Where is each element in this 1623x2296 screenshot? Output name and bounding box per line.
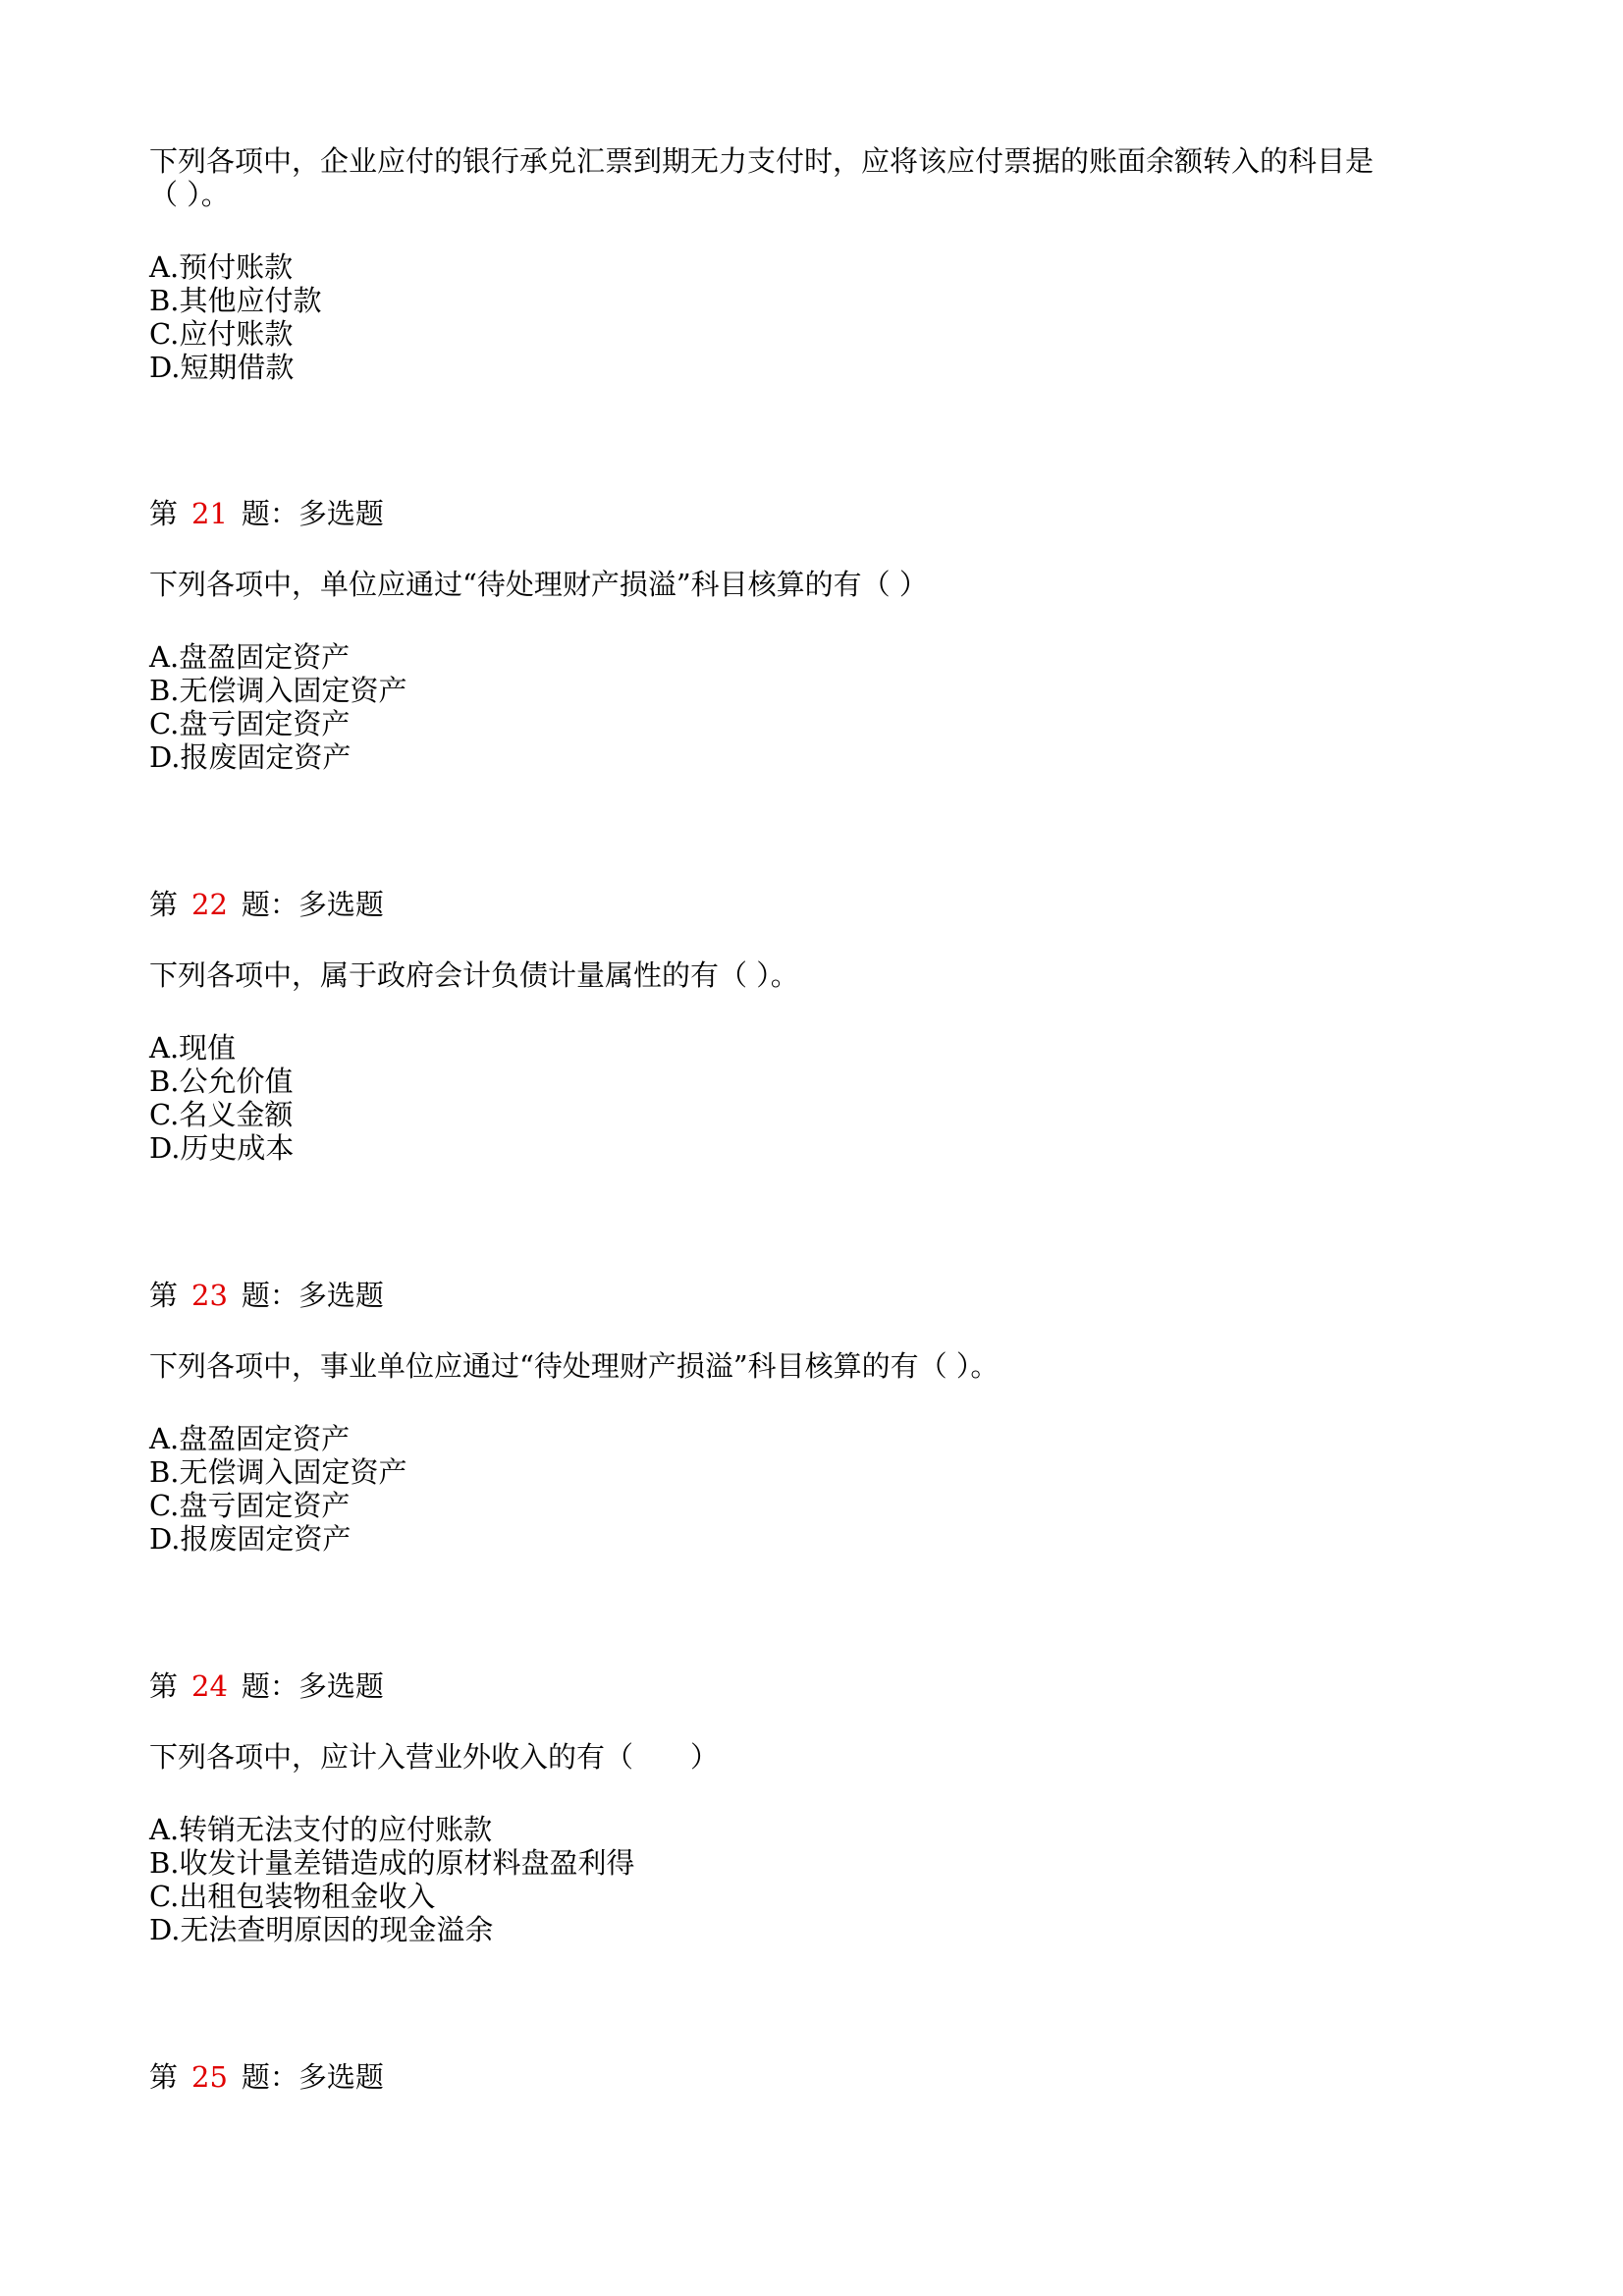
- question-prefix: 第: [149, 2060, 179, 2094]
- option-a: A.盘盈固定资产: [149, 640, 351, 674]
- option-b: B.无偿调入固定资产: [149, 674, 407, 707]
- option-c: C.出租包装物租金收入: [149, 1880, 436, 1913]
- question-stem: 下列各项中，属于政府会计负债计量属性的有（ ）。: [149, 958, 799, 992]
- question-stem: 下列各项中，企业应付的银行承兑汇票到期无力支付时，应将该应付票据的账面余额转入的科目是: [149, 144, 1375, 178]
- question-header: [149, 888, 384, 921]
- question-prefix: 第: [149, 1669, 179, 1703]
- question-stem: 下列各项中，应计入营业外收入的有（ ）: [149, 1740, 720, 1774]
- question-number: 24: [191, 1669, 228, 1703]
- option-b: B.公允价值: [149, 1065, 294, 1098]
- question-stem: 下列各项中，事业单位应通过“待处理财产损溢”科目核算的有（ ）。: [149, 1349, 1000, 1383]
- option-a: A.预付账款: [149, 250, 294, 284]
- option-b: B.无偿调入固定资产: [149, 1455, 407, 1489]
- question-number: 23: [191, 1279, 228, 1312]
- question-stem: 下列各项中，单位应通过“待处理财产损溢”科目核算的有（ ）: [149, 568, 928, 601]
- question-type: 题：多选题: [241, 888, 384, 921]
- option-d: D.历史成本: [149, 1131, 295, 1165]
- option-a: A.盘盈固定资产: [149, 1422, 351, 1455]
- question-number: 21: [191, 497, 228, 530]
- option-a: A.转销无法支付的应付账款: [149, 1813, 493, 1846]
- option-d: D.短期借款: [149, 351, 295, 384]
- question-type: 题：多选题: [241, 497, 384, 530]
- option-b: B.收发计量差错造成的原材料盘盈利得: [149, 1846, 635, 1880]
- option-c: C.盘亏固定资产: [149, 707, 351, 740]
- question-number: 22: [191, 888, 228, 921]
- option-c: C.应付账款: [149, 317, 294, 351]
- question-header: [149, 497, 384, 530]
- option-c: C.盘亏固定资产: [149, 1489, 351, 1522]
- question-header: [149, 2060, 384, 2094]
- question-header: [149, 1279, 384, 1312]
- option-c: C.名义金额: [149, 1098, 294, 1131]
- document-page: [149, 0, 1543, 2296]
- question-type: 题：多选题: [241, 2060, 384, 2094]
- question-header: [149, 1669, 384, 1703]
- option-d: D.报废固定资产: [149, 740, 352, 774]
- option-d: D.无法查明原因的现金溢余: [149, 1913, 494, 1946]
- question-type: 题：多选题: [241, 1279, 384, 1312]
- question-prefix: 第: [149, 1279, 179, 1312]
- option-a: A.现值: [149, 1031, 237, 1065]
- question-stem: （ ）。: [149, 178, 230, 211]
- question-prefix: 第: [149, 888, 179, 921]
- question-prefix: 第: [149, 497, 179, 530]
- question-type: 题：多选题: [241, 1669, 384, 1703]
- question-number: 25: [191, 2060, 228, 2094]
- option-d: D.报废固定资产: [149, 1522, 352, 1556]
- option-b: B.其他应付款: [149, 284, 322, 317]
